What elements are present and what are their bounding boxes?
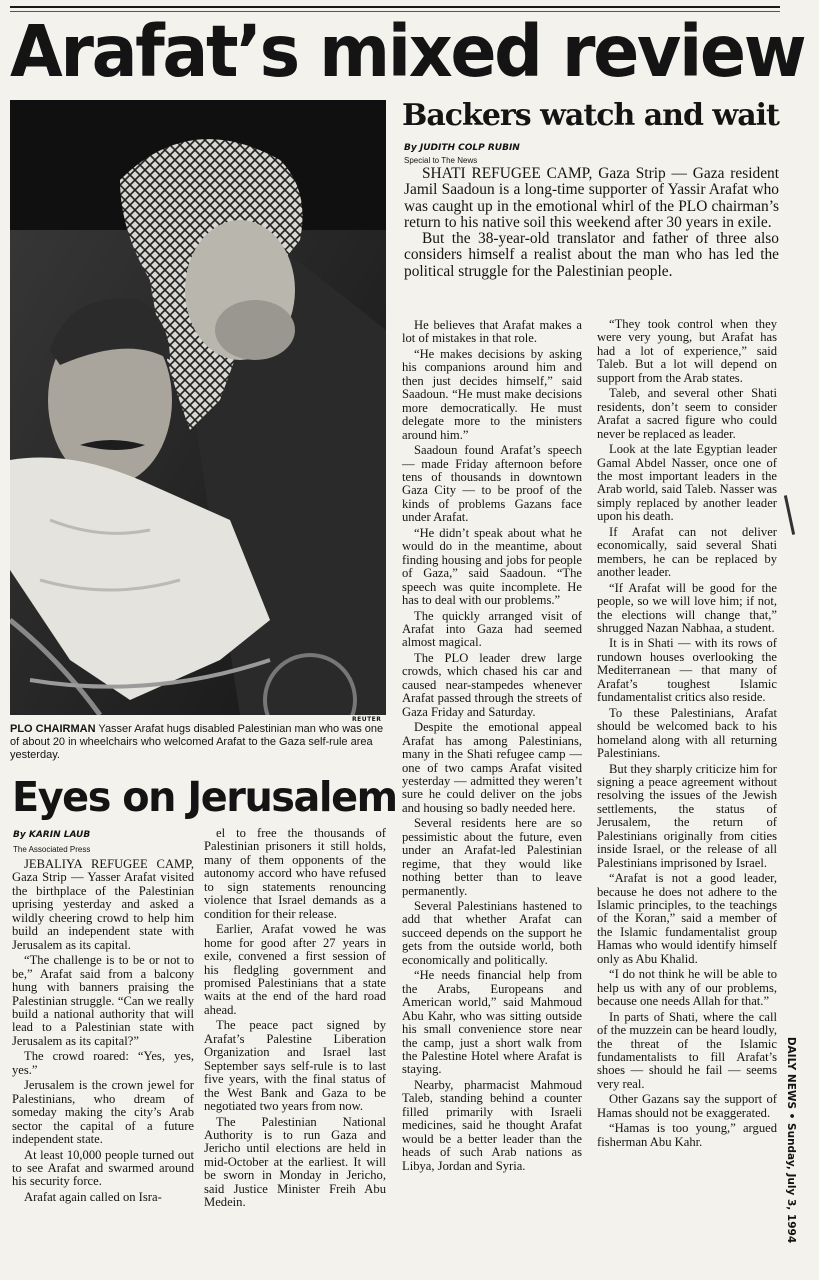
lede-paragraph: But the 38-year-old translator and father of three also considers himself a realist about the man who has led the political struggle for the Palestinian people. bbox=[404, 230, 779, 280]
paragraph: Taleb, and several other Shati residents, don’t seem to consider Arafat a sacred figure who could never be replaced as leader. bbox=[597, 386, 777, 441]
photo-caption bbox=[10, 723, 388, 762]
story2-byline: By KARIN LAUB bbox=[13, 830, 91, 840]
paragraph: In parts of Shati, where the call of the muzzein can be heard loudly, the threat of the Islamic fundamentalists to fill Arafat’s shoes — should he fail — seems very real. bbox=[597, 1009, 777, 1091]
paragraph: The crowd roared: “Yes, yes, yes.” bbox=[12, 1049, 194, 1077]
paragraph: “I do not think he will be able to help us with any of our problems, because one needs Allah for that.” bbox=[597, 967, 777, 1009]
story1-headline: Backers watch and wait bbox=[402, 98, 779, 133]
paragraph: “Hamas is too young,” argued fisherman Abu Kahr. bbox=[597, 1121, 777, 1149]
photo-credit: REUTER bbox=[352, 716, 382, 723]
paragraph: Several residents here are so pessimistic about the future, even under an Arafat-led Palestinian regime, that they would like nothing better than to leave permanently. bbox=[402, 816, 582, 898]
paragraph: To these Palestinians, Arafat should be welcomed back to his homeland along with all returning Palestinians. bbox=[597, 705, 777, 761]
paragraph: At least 10,000 people turned out to see Arafat and swarmed around his security force. bbox=[12, 1147, 194, 1189]
paragraph: “He makes decisions by asking his companions around him and then just decides himself,” said Saadoun. “He must make decisions more democratically. He must delegate more to the ministers around him.” bbox=[402, 346, 582, 442]
paragraph: JEBALIYA REFUGEE CAMP, Gaza Strip — Yasser Arafat visited the birthplace of the Palestinian uprising yesterday and asked a wildly cheering crowd to help him build an independent state with Jerusalem as its capital. bbox=[12, 857, 194, 952]
paragraph: The Palestinian National Authority is to run Gaza and Jericho until elections are held in mid-October at the earliest. It will be sworn in Monday in Jericho, said Justice Minister Freih Abu Medein. bbox=[204, 1114, 386, 1210]
page-headline: Arafat’s mixed review bbox=[10, 10, 805, 93]
paragraph: It is in Shati — with its rows of rundown houses overlooking the Mediterranean — that many of Arafat’s toughest Islamic fundamentalist critics also reside. bbox=[597, 636, 777, 705]
paragraph: If Arafat can not deliver economically, said several Shati members, he can be replaced by another leader. bbox=[597, 524, 777, 580]
paragraph: He believes that Arafat makes a lot of mistakes in that role. bbox=[402, 318, 582, 346]
paragraph: “Arafat is not a good leader, because he does not adhere to the Islamic principles, to the teachings of the Koran,” said a member of the Islamic fundamentalist group Hamas who would identify himself only as Abu Khalid. bbox=[597, 871, 777, 966]
paragraph: The peace pact signed by Arafat’s Palestine Liberation Organization and Israel last September says self-rule is to last five years, with the final status of the West Bank and Gaza to be negotiated two years from now. bbox=[204, 1018, 386, 1114]
story1-byline: By JUDITH COLP RUBIN bbox=[404, 143, 520, 153]
story2-column-1 bbox=[12, 858, 194, 1206]
paragraph: Other Gazans say the support of Hamas should not be exaggerated. bbox=[597, 1092, 777, 1120]
story1-column-1 bbox=[402, 319, 582, 1175]
side-folio bbox=[785, 1035, 797, 1245]
side-folio-text: DAILY NEWS • Sunday, July 3, 1994 bbox=[785, 1036, 797, 1244]
paragraph: But they sharply criticize him for signing a peace agreement without resolving the issues of the Jewish settlements, the status of Jerusalem, the return of Palestinians originally from cities inside Israel, or the release of all Palestinians imprisoned by Israel. bbox=[597, 761, 777, 870]
story1-lede bbox=[404, 166, 779, 280]
paragraph: “If Arafat will be good for the people, so we will love him; if not, the elections will change that,” shrugged Nazan Nabhaa, a student. bbox=[597, 580, 777, 635]
caption-lead: PLO CHAIRMAN bbox=[10, 723, 96, 735]
story1-column-2 bbox=[597, 318, 777, 1151]
story1-byline-source: Special to The News bbox=[404, 156, 478, 165]
paragraph: Nearby, pharmacist Mahmoud Taleb, standing behind a counter filled primarily with Israeli medicines, said he thought Arafat would be a better leader than the heads of such Arab nations as Libya, Jordan and Syria. bbox=[402, 1077, 582, 1173]
paragraph: “The challenge is to be or not to be,” Arafat said from a balcony hung with banners praising the Palestinian struggle. “Can we really build a national authority that will lead to a Palestinian state with Jerusalem as its capital?” bbox=[12, 953, 194, 1048]
paragraph: The PLO leader drew large crowds, which chased his car and caused near-stampedes whenever Arafat passed through the streets of Gaza Friday and Saturday. bbox=[402, 650, 582, 719]
story2-column-2 bbox=[204, 827, 386, 1212]
paragraph: Earlier, Arafat vowed he was home for good after 27 years in exile, convened a first session of his fledgling government and promised Palestinians that a state waits at the end of the hard road ahead. bbox=[204, 922, 386, 1017]
margin-mark bbox=[784, 495, 795, 535]
story2-headline: Eyes on Jerusalem bbox=[12, 773, 397, 821]
paragraph: “He didn’t speak about what he would do in the meantime, about finding housing and jobs for people of Gaza,” said Saadoun. “The speech was quite incomplete. He has to deal with our problems.” bbox=[402, 525, 582, 608]
lede-paragraph: SHATI REFUGEE CAMP, Gaza Strip — Gaza resident Jamil Saadoun is a long-time supporter of Yassir Arafat who was caught up in the emotional whirl of the PLO chairman’s return to his native soil this weekend after 30 years in exile. bbox=[404, 165, 779, 231]
paragraph: The quickly arranged visit of Arafat into Gaza had seemed almost magical. bbox=[402, 608, 582, 650]
news-photo bbox=[10, 100, 386, 715]
paragraph: Arafat again called on Isra- bbox=[24, 1189, 162, 1204]
paragraph: Saadoun found Arafat’s speech — made Friday afternoon before tens of thousands in downtown Gaza City — to be proof of the kinds of problems Gazans face under Arafat. bbox=[402, 443, 582, 525]
paragraph: Jerusalem is the crown jewel for Palestinians, who dream of someday making the city’s Arab sector the capital of a future independent state. bbox=[12, 1078, 194, 1147]
paragraph: Several Palestinians hastened to add that whether Arafat can succeed depends on the support he gets from the outside world, both economically and politically. bbox=[402, 899, 582, 967]
caption-text: Yasser Arafat hugs disabled Palestinian man who was one of about 20 in wheelchairs who welcomed Arafat to the Gaza self-rule area yesterday. bbox=[10, 723, 384, 761]
paragraph: “He needs financial help from the Arabs, Europeans and American world,” said Mahmoud Abu Kahr, who was sitting outside his small convenience store near the camp, just a short walk from the Palestine Hotel where Arafat is staying. bbox=[402, 968, 582, 1077]
paragraph: “They took control when they were very young, but Arafat has had a lot of experience,” said Taleb. But a lot will depend on support from the Arab states. bbox=[597, 317, 777, 385]
paragraph: Look at the late Egyptian leader Gamal Abdel Nasser, once one of the most important leaders in the Arab world, said Taleb. Nasser was simply replaced by another leader upon his death. bbox=[597, 442, 777, 524]
story2-byline-source: The Associated Press bbox=[13, 845, 91, 854]
paragraph: Despite the emotional appeal Arafat has among Palestinians, many in the Shati refugee camp — one of two camps Arafat visited yesterday — admitted they weren’t sure he could deliver on the jobs and housing so badly needed here. bbox=[402, 720, 582, 815]
paragraph: el to free the thousands of Palestinian prisoners it still holds, many of them opponents of the autonomy accord who have refused to sign statements renouncing violence that Israel demands as a condition for their release. bbox=[204, 826, 386, 921]
